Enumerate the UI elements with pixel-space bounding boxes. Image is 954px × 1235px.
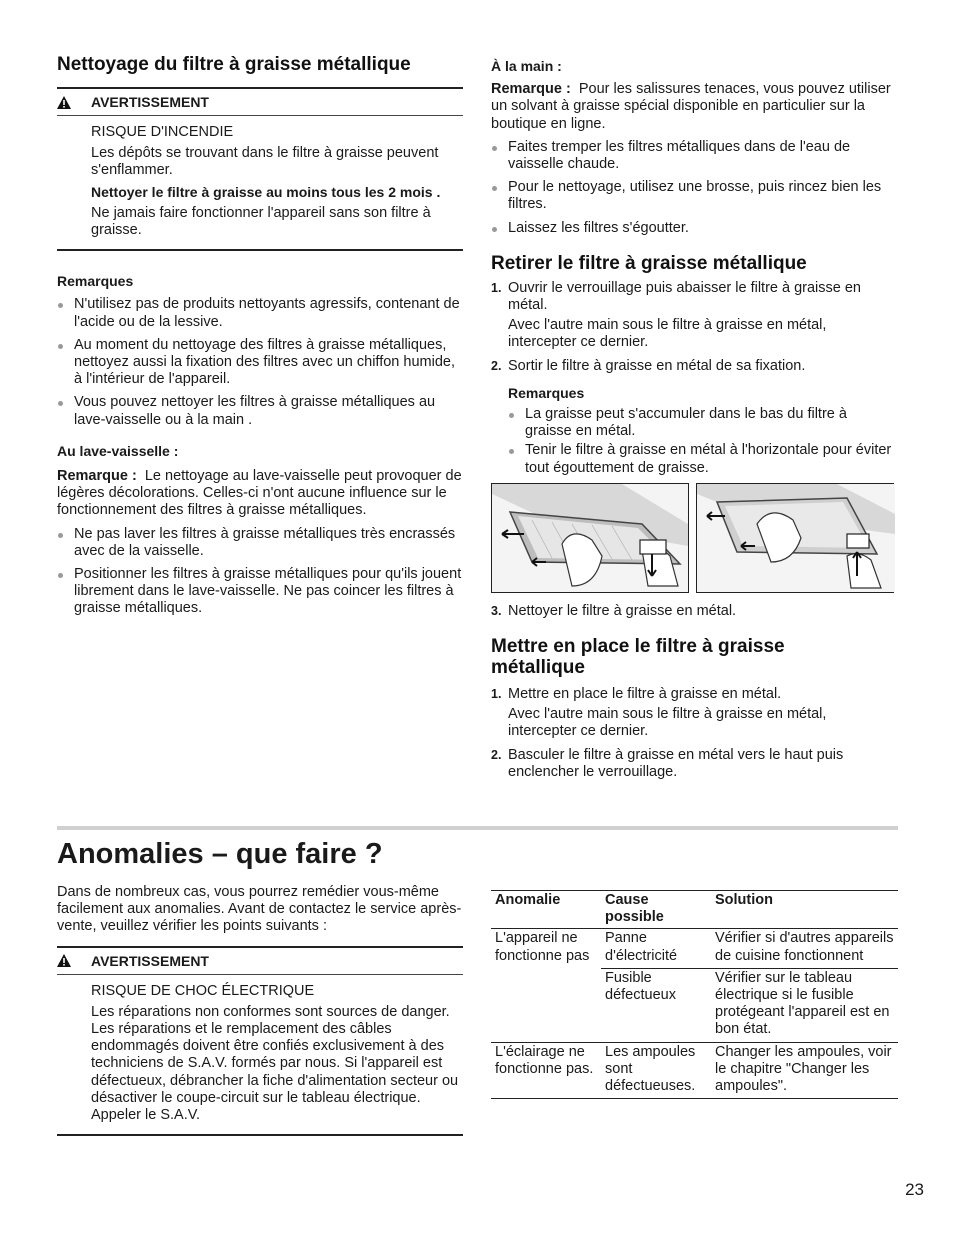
remarks-label: Remarques <box>57 273 134 290</box>
warning-triangle-icon <box>57 954 91 967</box>
dishwasher-list <box>57 526 463 618</box>
page-number: 23 <box>905 1180 924 1199</box>
bullet-icon <box>58 533 63 538</box>
list-item: Laissez les filtres s'égoutter. <box>491 220 897 237</box>
bullet-icon <box>509 413 514 418</box>
bullet-icon <box>509 449 514 454</box>
remarks-list <box>57 296 463 428</box>
list-item: Au moment du nettoyage des filtres à graisse métalliques, nettoyez aussi la fixation des filtres avec un chiffon humide, à l'intérieur de l'appareil. <box>57 337 463 389</box>
table-cell: Vérifier si d'autres appareils de cuisine fonctionnent <box>711 929 898 968</box>
page-title: Anomalies – que faire ? <box>57 838 383 870</box>
warning-triangle-icon <box>57 96 91 109</box>
list-item: Positionner les filtres à graisse métalliques pour qu'ils jouent librement dans le lave-vaisselle. Ne pas coincer les filtres à graisse métalliques. <box>57 566 463 618</box>
list-item: Vous pouvez nettoyer les filtres à graisse métalliques au lave-vaisselle ou à la main . <box>57 394 463 428</box>
warning-text: Les réparations non conformes sont sources de danger. Les réparations et le remplacement des câbles endommagés doivent être confiés exclusivement à des techniciens de S.A.V. formés par nous. Si l'appareil est défectueux, débrancher la fiche d'alimentation secteur ou désactiver le coupe-circuit sur le tableau électrique. Appeler le S.A.V. <box>91 1003 459 1124</box>
bullet-icon <box>492 186 497 191</box>
faults-title-block <box>57 826 898 872</box>
table-row <box>491 929 898 968</box>
warning-risk: RISQUE D'INCENDIE <box>91 124 234 140</box>
table-cell: Fusible défectueux <box>601 968 711 1042</box>
bullet-icon <box>58 573 63 578</box>
step-item: 2. Basculer le filtre à graisse en métal vers le haut puis enclencher le verrouillage. <box>491 746 844 780</box>
bullet-icon <box>492 146 497 151</box>
dishwasher-label: Au lave-vaisselle : <box>57 442 179 459</box>
section-heading-install: Mettre en place le filtre à graisse métallique <box>491 636 785 679</box>
filter-removal-illustration-2 <box>696 483 894 593</box>
table-cell: L'éclairage ne fonctionne pas. <box>491 1042 601 1099</box>
warning-title: AVERTISSEMENT <box>91 952 209 969</box>
table-cell: Changer les ampoules, voir le chapitre "Changer les ampoules". <box>711 1042 898 1099</box>
remove-steps <box>491 280 897 375</box>
shock-warning-box <box>57 946 463 1137</box>
column-header: Solution <box>715 892 773 908</box>
table-cell: Les ampoules sont défectueuses. <box>601 1042 711 1099</box>
remove-remarks-list <box>508 406 897 477</box>
step-item: 2. Sortir le filtre à graisse en métal de sa fixation. <box>491 357 806 374</box>
table-header-row <box>491 891 898 929</box>
right-column <box>491 54 897 787</box>
column-header: Cause possible <box>605 892 664 926</box>
warning-text-1: Les dépôts se trouvant dans le filtre à graisse peuvent s'enflammer. <box>91 145 439 179</box>
warning-text-2: Nettoyer le filtre à graisse au moins tous les 2 mois . <box>91 183 441 200</box>
warning-risk: RISQUE DE CHOC ÉLECTRIQUE <box>91 982 315 999</box>
bullet-icon <box>58 401 63 406</box>
list-item: Tenir le filtre à graisse en métal à l'horizontale pour éviter tout égouttement de graisse. <box>508 442 897 476</box>
step-item: 3. Nettoyer le filtre à graisse en métal. <box>491 602 737 619</box>
illustrations <box>491 483 897 593</box>
remove-remarks-label: Remarques <box>508 384 585 401</box>
byhand-label: À la main : <box>491 58 562 74</box>
step-item: 1. Mettre en place le filtre à graisse en métal. Avec l'autre main sous le filtre à graisse en métal, intercepter ce dernier. <box>491 686 827 740</box>
table-cell: Panne d'électricité <box>601 929 711 968</box>
faults-left-column <box>57 884 463 1136</box>
install-steps <box>491 686 897 781</box>
faults-intro: Dans de nombreux cas, vous pourrez remédier vous-même facilement aux anomalies. Avant de contactez le service après-vente, veuillez vérifier les points suivants : <box>57 884 462 935</box>
bullet-icon <box>58 344 63 349</box>
faults-table-column <box>491 890 898 1099</box>
byhand-note: Remarque : Pour les salissures tenaces, vous pouvez utiliser un solvant à graisse spécial disponible en particulier sur la boutique en ligne. <box>491 81 891 132</box>
list-item: Pour le nettoyage, utilisez une brosse, puis rincez bien les filtres. <box>491 179 897 213</box>
section-heading-remove: Retirer le filtre à graisse métallique <box>491 252 807 274</box>
warning-text-3: Ne jamais faire fonctionner l'appareil sans son filtre à graisse. <box>91 204 431 239</box>
warning-title: AVERTISSEMENT <box>91 94 209 110</box>
list-item: La graisse peut s'accumuler dans le bas du filtre à graisse en métal. <box>508 406 897 440</box>
column-header: Anomalie <box>495 892 561 908</box>
table-row <box>491 1042 898 1099</box>
dishwasher-note: Remarque : Le nettoyage au lave-vaisselle peut provoquer de légères décolorations. Celles-ci n'ont aucune influence sur le fonctionnement des filtres à graisse métalliques. <box>57 468 462 519</box>
table-cell: L'appareil ne fonctionne pas <box>491 929 601 1042</box>
bullet-icon <box>58 303 63 308</box>
warning-header <box>57 93 463 116</box>
clean-step <box>491 603 897 620</box>
step-item: 1. Ouvrir le verrouillage puis abaisser le filtre à graisse en métal. Avec l'autre main sous le filtre à graisse en métal, intercepter ce dernier. <box>491 279 861 351</box>
section-heading-cleaning: Nettoyage du filtre à graisse métallique <box>57 54 411 75</box>
byhand-list <box>491 139 897 237</box>
table-cell: Vérifier sur le tableau électrique si le fusible protégeant l'appareil est en bon état. <box>711 968 898 1042</box>
list-item: N'utilisez pas de produits nettoyants agressifs, contenant de l'acide ou de la lessive. <box>57 296 463 330</box>
left-column <box>57 54 463 624</box>
list-item: Ne pas laver les filtres à graisse métalliques très encrassés avec de la vaisselle. <box>57 526 463 560</box>
warning-header <box>57 952 463 975</box>
list-item: Faites tremper les filtres métalliques dans de l'eau de vaisselle chaude. <box>491 139 897 173</box>
faults-table <box>491 890 898 1099</box>
filter-removal-illustration-1 <box>491 483 689 593</box>
bullet-icon <box>492 227 497 232</box>
fire-warning-box <box>57 87 463 251</box>
